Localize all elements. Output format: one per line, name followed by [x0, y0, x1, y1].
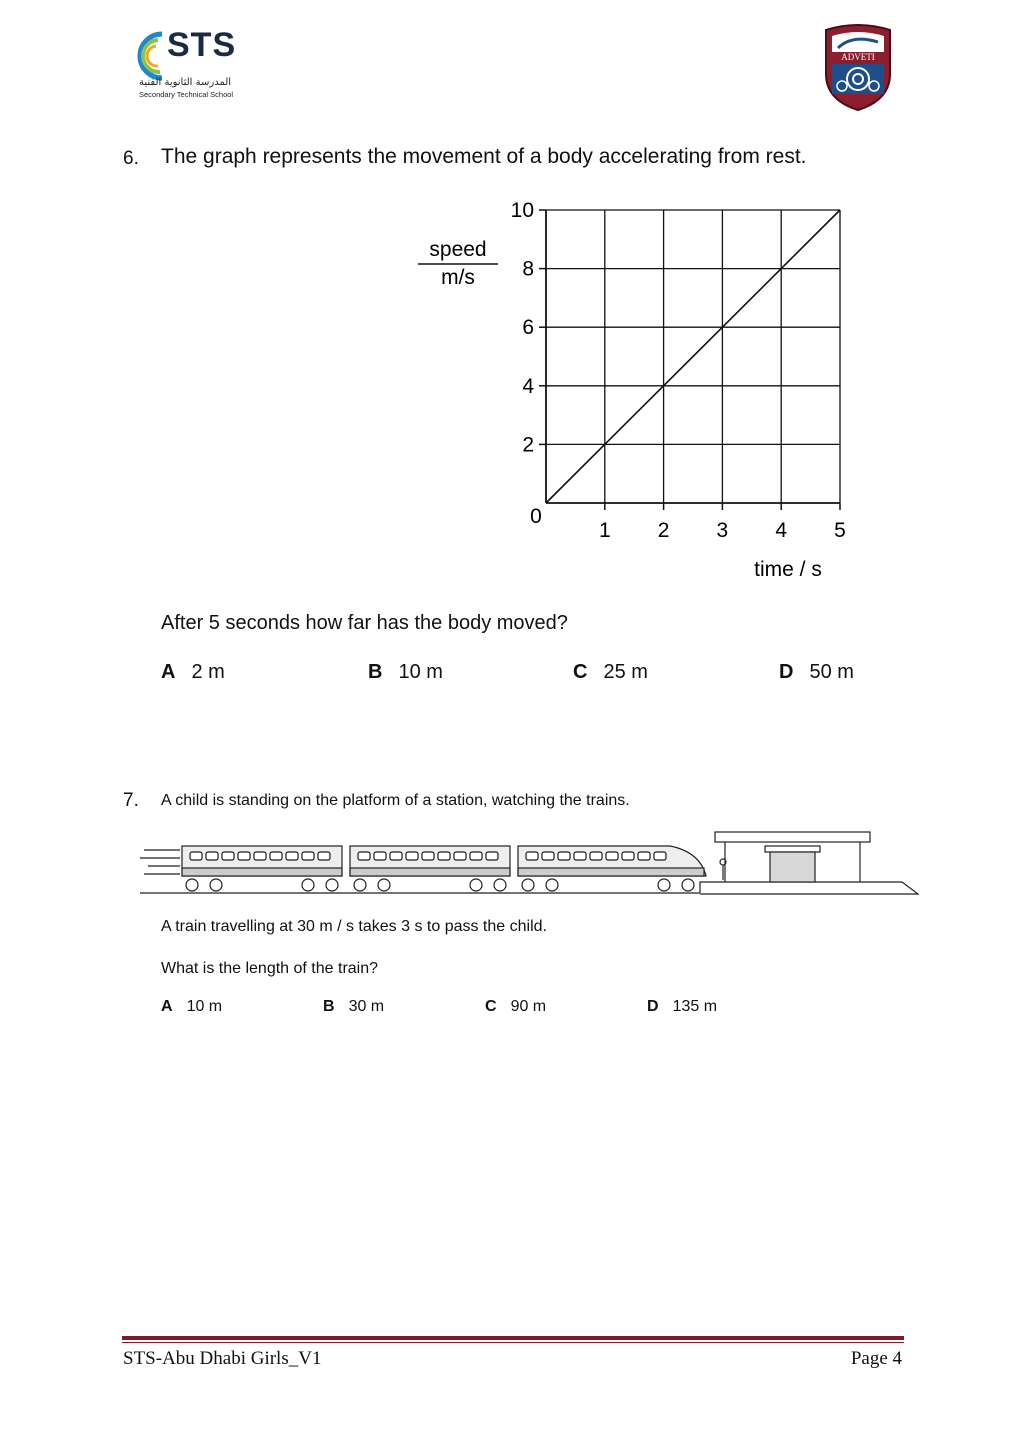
y-tick-label: 2: [522, 433, 534, 457]
x-tick-label: 5: [834, 519, 846, 542]
x-tick-label: 2: [657, 519, 670, 542]
q7-option-d[interactable]: [647, 998, 717, 1016]
station-roof: [715, 832, 870, 842]
q6-option-a[interactable]: [161, 661, 225, 684]
q6-option-d[interactable]: [779, 661, 854, 684]
option-value: 25 m: [603, 661, 648, 683]
adveti-logo: [822, 24, 894, 112]
y-tick-label: 6: [522, 316, 534, 340]
sts-logo-text: STS: [167, 26, 237, 64]
question-7-info: A train travelling at 30 m / s takes 3 s to pass the child.: [161, 918, 547, 935]
q7-option-a[interactable]: [161, 998, 222, 1016]
footer-rule-thin: [122, 1342, 904, 1343]
q6-option-b[interactable]: [368, 661, 443, 684]
q7-option-b[interactable]: [323, 998, 384, 1016]
question-6-prompt: After 5 seconds how far has the body moved?: [161, 612, 568, 634]
option-value: 50 m: [809, 661, 854, 683]
carriage-2: [350, 846, 510, 876]
station-booth: [770, 852, 815, 882]
adveti-logo-text: ADVETI: [841, 52, 875, 62]
option-letter: D: [779, 661, 794, 683]
question-7-prompt: What is the length of the train?: [161, 960, 379, 977]
option-letter: A: [161, 661, 176, 683]
option-letter: B: [368, 661, 383, 683]
y-tick-label: 8: [522, 257, 534, 281]
option-value: 135 m: [672, 998, 718, 1015]
q6-option-c[interactable]: [573, 661, 648, 684]
option-value: 2 m: [191, 661, 225, 683]
option-letter: B: [323, 998, 335, 1015]
sts-logo-english: Secondary Technical School: [139, 90, 234, 99]
y-axis-label-bottom: m/s: [441, 266, 475, 289]
option-value: 10 m: [186, 998, 223, 1015]
x-tick-label: 3: [716, 519, 729, 542]
option-value: 30 m: [348, 998, 385, 1015]
option-letter: D: [647, 998, 659, 1015]
option-letter: A: [161, 998, 173, 1015]
x-axis-label: time / s: [754, 558, 822, 581]
series-line: [546, 210, 840, 503]
x-tick-label: 4: [775, 519, 788, 542]
footer-rule: [122, 1336, 904, 1340]
question-7-text: A child is standing on the platform of a station, watching the trains.: [161, 792, 630, 809]
y-axis-label-top: speed: [429, 238, 487, 261]
footer-page-number: Page 4: [850, 1348, 902, 1369]
carriage-3-locomotive: [518, 846, 706, 876]
question-6-number: 6.: [123, 148, 139, 169]
question-6-text: The graph represents the movement of a body accelerating from rest.: [161, 145, 807, 168]
carriage-1: [182, 846, 342, 876]
x-axis-ticks: [599, 503, 846, 542]
q7-option-c[interactable]: [485, 998, 546, 1016]
station-sign: [765, 846, 820, 852]
y-tick-label: 10: [510, 199, 534, 222]
x-tick-label: 1: [598, 519, 611, 542]
y-tick-label: 4: [522, 374, 534, 398]
question-7-number: 7.: [123, 790, 139, 811]
train-station-illustration: [140, 828, 922, 900]
speed-time-graph: [400, 190, 870, 600]
y-tick-label: 0: [530, 505, 542, 528]
series-group: [546, 210, 840, 503]
y-axis-ticks: [511, 199, 546, 528]
sts-logo-arabic: المدرسة الثانوية الفنية: [139, 77, 232, 88]
option-letter: C: [485, 998, 497, 1015]
option-value: 90 m: [510, 998, 547, 1015]
footer-school-label: STS-Abu Dhabi Girls_V1: [123, 1348, 322, 1369]
option-value: 10 m: [398, 661, 443, 683]
platform: [700, 882, 918, 894]
option-letter: C: [573, 661, 588, 683]
